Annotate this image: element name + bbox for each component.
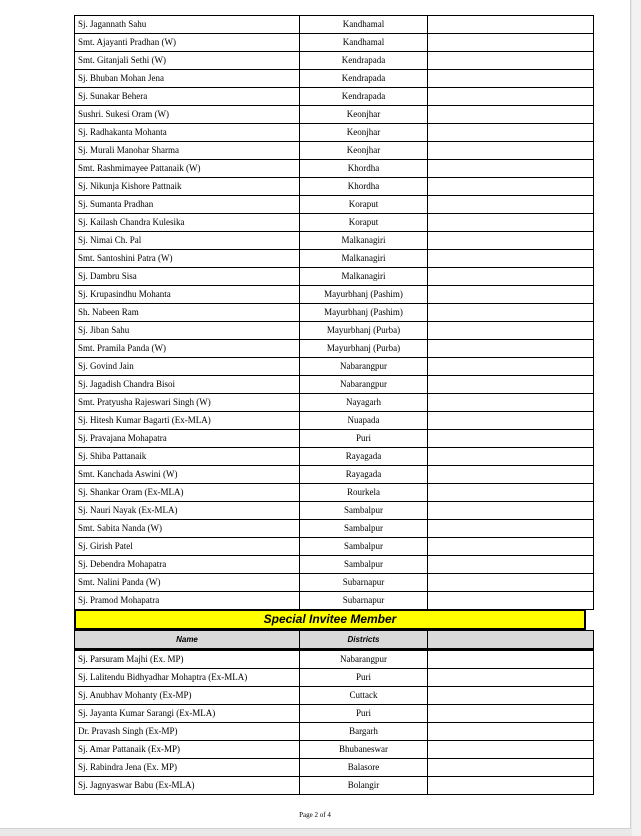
member-district: Puri (300, 705, 428, 723)
member-district: Puri (300, 430, 428, 448)
special-invitee-header (74, 630, 594, 650)
table-row (75, 502, 594, 520)
vertical-scrollbar[interactable] (632, 0, 641, 836)
blank-cell (428, 124, 594, 142)
member-name: Sj. Dambru Sisa (75, 268, 300, 286)
blank-cell (428, 430, 594, 448)
member-name: Smt. Rashmimayee Pattanaik (W) (75, 160, 300, 178)
member-name: Sj. Hitesh Kumar Bagarti (Ex-MLA) (75, 412, 300, 430)
blank-cell (428, 250, 594, 268)
table-row (75, 178, 594, 196)
table-row (75, 70, 594, 88)
blank-cell (428, 759, 594, 777)
member-name: Sj. Jagadish Chandra Bisoi (75, 376, 300, 394)
member-district: Malkanagiri (300, 268, 428, 286)
member-name: Sj. Jagannath Sahu (75, 16, 300, 34)
member-name: Dr. Pravash Singh (Ex-MP) (75, 723, 300, 741)
blank-cell (428, 705, 594, 723)
member-name: Sj. Bhuban Mohan Jena (75, 70, 300, 88)
blank-cell (428, 340, 594, 358)
table-row (75, 556, 594, 574)
page-number: Page 2 of 4 (299, 811, 331, 819)
table-row (75, 322, 594, 340)
blank-cell (428, 52, 594, 70)
member-name: Sj. Sumanta Pradhan (75, 196, 300, 214)
member-district: Nabarangpur (300, 376, 428, 394)
member-name: Smt. Pramila Panda (W) (75, 340, 300, 358)
member-district: Keonjhar (300, 106, 428, 124)
member-name: Sj. Kailash Chandra Kulesika (75, 214, 300, 232)
member-district: Sambalpur (300, 556, 428, 574)
member-district: Kandhamal (300, 34, 428, 52)
table-row (75, 376, 594, 394)
member-district: Sambalpur (300, 502, 428, 520)
member-name: Smt. Nalini Panda (W) (75, 574, 300, 592)
member-name: Smt. Sabita Nanda (W) (75, 520, 300, 538)
member-name: Sj. Radhakanta Mohanta (75, 124, 300, 142)
table-row (75, 592, 594, 610)
table-row (75, 16, 594, 34)
blank-cell (428, 142, 594, 160)
member-name: Sj. Rabindra Jena (Ex. MP) (75, 759, 300, 777)
table-row (75, 574, 594, 592)
member-district: Sambalpur (300, 538, 428, 556)
blank-cell (428, 214, 594, 232)
member-district: Kendrapada (300, 70, 428, 88)
member-name: Smt. Kanchada Aswini (W) (75, 466, 300, 484)
blank-cell (428, 484, 594, 502)
member-district: Nabarangpur (300, 651, 428, 669)
blank-cell (428, 448, 594, 466)
member-district: Rayagada (300, 466, 428, 484)
table-row (75, 723, 594, 741)
blank-cell (428, 538, 594, 556)
table-row (75, 34, 594, 52)
table-row (75, 232, 594, 250)
member-name: Sj. Jayanta Kumar Sarangi (Ex-MLA) (75, 705, 300, 723)
member-name: Smt. Santoshini Patra (W) (75, 250, 300, 268)
member-name: Sj. Krupasindhu Mohanta (75, 286, 300, 304)
member-district: Kendrapada (300, 52, 428, 70)
blank-cell (428, 412, 594, 430)
column-header-name: Name (75, 631, 300, 650)
table-row (75, 466, 594, 484)
member-district: Koraput (300, 214, 428, 232)
member-name: Sj. Pramod Mohapatra (75, 592, 300, 610)
member-name: Sj. Girish Patel (75, 538, 300, 556)
member-district: Nuapada (300, 412, 428, 430)
member-district: Bargarh (300, 723, 428, 741)
blank-cell (428, 651, 594, 669)
member-district: Subarnapur (300, 574, 428, 592)
member-district: Kandhamal (300, 16, 428, 34)
blank-cell (428, 687, 594, 705)
member-name: Smt. Gitanjali Sethi (W) (75, 52, 300, 70)
blank-cell (428, 322, 594, 340)
table-row (75, 142, 594, 160)
table-row (75, 412, 594, 430)
member-district: Nayagarh (300, 394, 428, 412)
table-row (75, 52, 594, 70)
blank-cell (428, 70, 594, 88)
member-name: Sj. Murali Manohar Sharma (75, 142, 300, 160)
table-row (75, 394, 594, 412)
blank-cell (428, 286, 594, 304)
member-district: Kendrapada (300, 88, 428, 106)
member-name: Smt. Pratyusha Rajeswari Singh (W) (75, 394, 300, 412)
table-row (75, 124, 594, 142)
member-name: Sj. Jiban Sahu (75, 322, 300, 340)
member-name: Sj. Govind Jain (75, 358, 300, 376)
member-district: Malkanagiri (300, 250, 428, 268)
member-district: Khordha (300, 178, 428, 196)
member-district: Malkanagiri (300, 232, 428, 250)
members-table (74, 15, 594, 610)
member-district: Khordha (300, 160, 428, 178)
table-row (75, 484, 594, 502)
member-district: Mayurbhanj (Purba) (300, 322, 428, 340)
blank-cell (428, 592, 594, 610)
blank-cell (428, 268, 594, 286)
member-district: Keonjhar (300, 142, 428, 160)
member-name: Sj. Lalitendu Bidhyadhar Mohaptra (Ex-MLA) (75, 669, 300, 687)
blank-cell (428, 466, 594, 484)
table-row (75, 538, 594, 556)
header-row (75, 631, 594, 650)
member-district: Balasore (300, 759, 428, 777)
table-row (75, 741, 594, 759)
member-district: Subarnapur (300, 592, 428, 610)
blank-cell (428, 394, 594, 412)
blank-cell (428, 669, 594, 687)
member-name: Sj. Pravajana Mohapatra (75, 430, 300, 448)
blank-cell (428, 574, 594, 592)
blank-cell (428, 502, 594, 520)
member-name: Sj. Shiba Pattanaik (75, 448, 300, 466)
member-name: Sj. Parsuram Majhi (Ex. MP) (75, 651, 300, 669)
blank-cell (428, 304, 594, 322)
member-district: Mayurbhanj (Purba) (300, 340, 428, 358)
blank-cell (428, 16, 594, 34)
member-district: Rayagada (300, 448, 428, 466)
table-row (75, 214, 594, 232)
member-name: Sh. Nabeen Ram (75, 304, 300, 322)
table-row (75, 687, 594, 705)
member-district: Mayurbhanj (Pashim) (300, 286, 428, 304)
column-header-districts: Districts (300, 631, 428, 650)
blank-cell (428, 741, 594, 759)
table-row (75, 430, 594, 448)
member-name: Sj. Sunakar Behera (75, 88, 300, 106)
member-name: Sj. Nauri Nayak (Ex-MLA) (75, 502, 300, 520)
table-row (75, 705, 594, 723)
blank-cell (428, 106, 594, 124)
blank-cell (428, 520, 594, 538)
column-header-blank (428, 631, 594, 650)
table-row (75, 651, 594, 669)
blank-cell (428, 88, 594, 106)
table-row (75, 160, 594, 178)
member-name: Sj. Anubhav Mohanty (Ex-MP) (75, 687, 300, 705)
table-row (75, 759, 594, 777)
blank-cell (428, 196, 594, 214)
member-name: Sj. Shankar Oram (Ex-MLA) (75, 484, 300, 502)
table-row (75, 250, 594, 268)
blank-cell (428, 160, 594, 178)
blank-cell (428, 34, 594, 52)
blank-cell (428, 178, 594, 196)
table-row (75, 196, 594, 214)
table-row (75, 304, 594, 322)
member-district: Koraput (300, 196, 428, 214)
blank-cell (428, 358, 594, 376)
member-district: Cuttack (300, 687, 428, 705)
member-district: Puri (300, 669, 428, 687)
member-name: Sj. Jagnyaswar Babu (Ex-MLA) (75, 777, 300, 795)
member-district: Bolangir (300, 777, 428, 795)
table-row (75, 520, 594, 538)
member-district: Mayurbhanj (Pashim) (300, 304, 428, 322)
table-row (75, 358, 594, 376)
table-row (75, 777, 594, 795)
blank-cell (428, 376, 594, 394)
table-row (75, 340, 594, 358)
table-row (75, 448, 594, 466)
table-row (75, 669, 594, 687)
blank-cell (428, 232, 594, 250)
special-invitee-banner: Special Invitee Member (74, 609, 586, 630)
member-name: Smt. Ajayanti Pradhan (W) (75, 34, 300, 52)
member-district: Sambalpur (300, 520, 428, 538)
member-name: Sj. Nimai Ch. Pal (75, 232, 300, 250)
table-row (75, 106, 594, 124)
member-district: Rourkela (300, 484, 428, 502)
member-name: Sj. Nikunja Kishore Pattnaik (75, 178, 300, 196)
special-invitee-table (74, 650, 594, 795)
blank-cell (428, 723, 594, 741)
blank-cell (428, 556, 594, 574)
member-district: Nabarangpur (300, 358, 428, 376)
member-name: Sj. Debendra Mohapatra (75, 556, 300, 574)
table-row (75, 88, 594, 106)
member-name: Sushri. Sukesi Oram (W) (75, 106, 300, 124)
member-district: Bhubaneswar (300, 741, 428, 759)
blank-cell (428, 777, 594, 795)
member-name: Sj. Amar Pattanaik (Ex-MP) (75, 741, 300, 759)
table-row (75, 268, 594, 286)
table-row (75, 286, 594, 304)
member-district: Keonjhar (300, 124, 428, 142)
